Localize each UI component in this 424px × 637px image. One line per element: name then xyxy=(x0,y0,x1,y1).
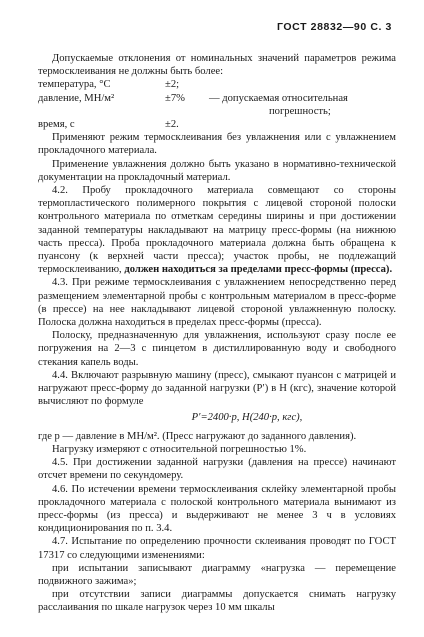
tolerance-pressure xyxy=(38,92,396,105)
tolerance-time xyxy=(38,118,396,131)
paragraph-diagram: при испытании записывают диаграмму «нагрузка — перемещение подвижного зажима»; xyxy=(38,562,396,587)
pressure-note-continued: погрешность; xyxy=(269,105,331,117)
paragraph-mode: Применяют режим термосклеивания без увлажнения или с увлажнением прокладочного материала. xyxy=(38,132,396,157)
section-4-5: 4.5. При достижении заданной нагрузки (давления на прессе) начинают отсчет времени по секундомеру. xyxy=(38,457,396,482)
document-body xyxy=(38,52,396,615)
temperature-label: температура, °С xyxy=(38,79,111,91)
paragraph-strip: Полоску, предназначенную для увлажнения, используют сразу после ее погружения на 2—3 с пинцетом в дистиллированную воду и свободного стекания капель воды. xyxy=(38,330,396,368)
section-4-7: 4.7. Испытание по определению прочности склеивания проводят по ГОСТ 17317 со следующими изменениями: xyxy=(38,536,396,561)
temperature-value: ±2; xyxy=(165,79,180,91)
section-4-3: 4.3. При режиме термосклеивания с увлажнением непосредственно перед размещением элементарной пробы с контрольным материалом в пресс-форме (в прессе) на нее накладывают лицевой стороной увлажненную полоску. Полоска должна находиться в пределах пресс-формы (пресса). xyxy=(38,277,396,329)
pressure-note: — допускаемая относительная xyxy=(209,92,348,104)
pressure-label: давление, МН/м² xyxy=(38,92,115,104)
section-4-2-bold: должен находиться за пределами пресс-формы (пресса). xyxy=(124,264,393,276)
section-4-4: 4.4. Включают разрывную машину (пресс), смыкают пуансон с матрицей и нагружают пресс-форму до заданной нагрузки (P′) в Н (кгс), значение которой вычисляют по формуле xyxy=(38,369,396,408)
formula-explanation: где p — давление в МН/м². (Пресс нагружают до заданного давления). xyxy=(38,430,357,442)
intro-paragraph: Допускаемые отклонения от номинальных значений параметров режима термосклеивания не должны быть более: xyxy=(38,53,396,78)
section-4-6: 4.6. По истечении времени термосклеивания склейку элементарной пробы прокладочного материала с полоской контрольного материала вынимают из пресс-формы (из пресса) и выдерживают не менее 3 ч в условиях кондиционирования по п. 3.4. xyxy=(38,483,396,535)
page-header: ГОСТ 28832—90 С. 3 xyxy=(277,21,392,33)
pressure-value: ±7% xyxy=(165,92,185,104)
paragraph-no-diagram: при отсутствии записи диаграммы допускается снимать нагрузку расслаивания по шкале нагрузок через 10 мм шкалы xyxy=(38,589,396,614)
section-4-2 xyxy=(38,184,396,276)
load-formula: P′=2400·p, Н(240·p, кгс), xyxy=(191,412,303,424)
tolerance-temperature xyxy=(38,78,396,91)
time-value: ±2. xyxy=(165,119,179,131)
time-label: время, с xyxy=(38,119,75,131)
paragraph-load-measure: Нагрузку измеряют с относительной погрешностью 1%. xyxy=(52,443,307,455)
parameter-tolerances xyxy=(38,78,396,131)
paragraph-humidification: Применение увлажнения должно быть указано в нормативно-технической документации на прокладочный материал. xyxy=(38,158,396,183)
section-4-2-text: 4.2. Пробу прокладочного материала совмещают со стороны термопластического полимерного покрытия с лицевой стороной полоски контрольного материала по отметкам середины ширины и при достижении заданной температуры накладывают на матрицу пресс-формы (на нижнюю часть пресса). Проба прокладочного материала должна быть обращена к пуансону (к верхней части пресса); участок пробы, не подлежащий термосклеиванию, xyxy=(38,185,396,276)
